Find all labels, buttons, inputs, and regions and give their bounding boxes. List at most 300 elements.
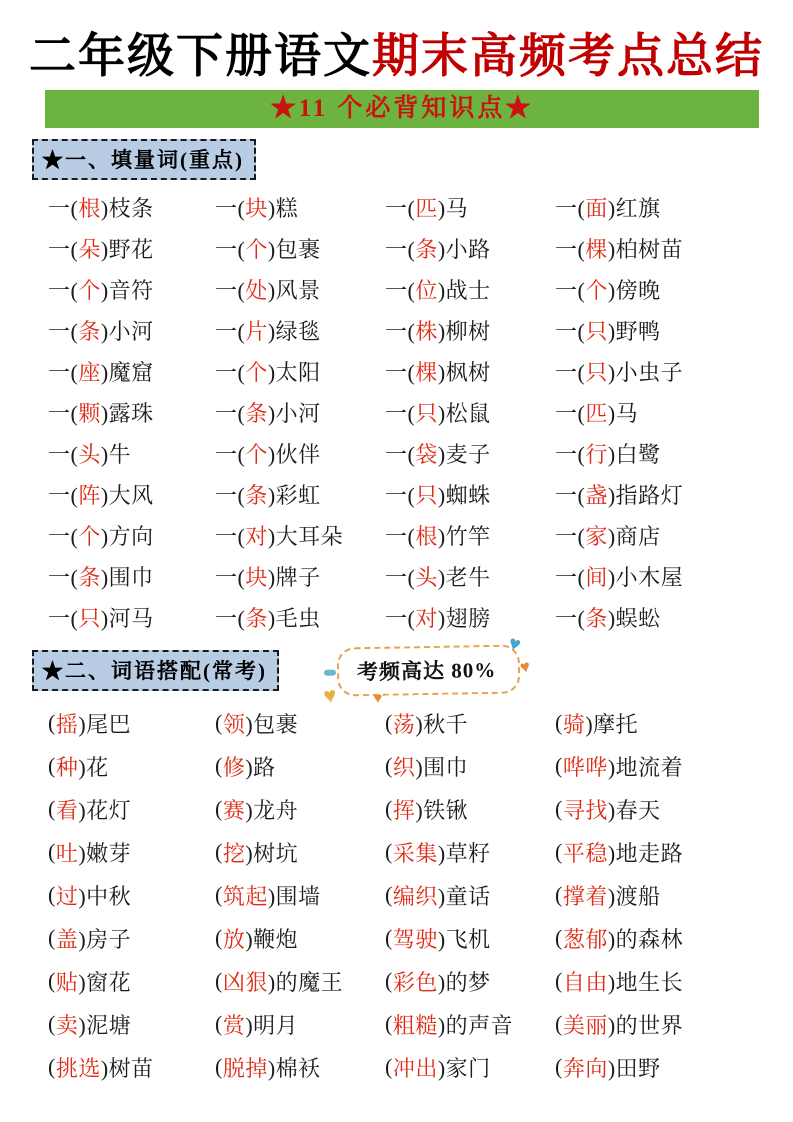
entry-text: )马: [607, 400, 639, 426]
entry-text: )野花: [100, 236, 154, 262]
entry-text: (: [385, 839, 393, 865]
entry-text: )毛虫: [267, 605, 321, 631]
word-entry: [385, 788, 555, 831]
entry-text: (: [48, 882, 56, 908]
entry-text: )的森林: [607, 926, 684, 952]
entry-answer: 挥: [392, 797, 416, 823]
entry-answer: 织: [392, 754, 416, 780]
entry-text: (: [385, 1011, 393, 1037]
word-entry: [385, 433, 555, 474]
word-entry: [48, 745, 215, 788]
entry-text: )包裹: [245, 711, 299, 737]
word-entry: [555, 433, 765, 474]
word-entry: [555, 556, 765, 597]
entry-answer: 粗糙: [392, 1012, 438, 1038]
entry-answer: 吐: [55, 840, 79, 866]
entry-text: )小河: [267, 400, 321, 426]
entry-text: )春天: [607, 797, 661, 823]
entry-text: )泥塘: [78, 1012, 132, 1038]
entry-text: )大耳朵: [267, 523, 344, 549]
entry-text: 一(: [385, 523, 416, 549]
entry-text: )傍晚: [607, 277, 661, 303]
entry-answer: 卖: [55, 1012, 79, 1038]
entry-text: )地流着: [607, 754, 684, 780]
entry-answer: 根: [415, 523, 438, 549]
entry-text: )围巾: [415, 754, 469, 780]
entry-answer: 阵: [78, 482, 101, 508]
section1-grid: [48, 187, 765, 638]
entry-answer: 凶狠: [222, 969, 268, 995]
entry-answer: 棵: [585, 236, 608, 262]
entry-text: )的梦: [437, 969, 491, 995]
entry-text: 一(: [385, 400, 416, 426]
entry-text: 一(: [48, 605, 79, 631]
entry-text: (: [555, 1054, 563, 1080]
heart-icon: ♥: [321, 681, 340, 709]
entry-text: )商店: [607, 523, 661, 549]
word-entry: [215, 1003, 385, 1046]
entry-text: )围巾: [100, 564, 154, 590]
entry-answer: 哗哗: [562, 754, 608, 780]
entry-text: )翅膀: [437, 605, 491, 631]
word-entry: [385, 1046, 555, 1089]
word-entry: [385, 269, 555, 310]
entry-text: )指路灯: [607, 482, 684, 508]
entry-text: 一(: [555, 605, 586, 631]
entry-text: )糕: [267, 195, 299, 221]
entry-text: )绿毯: [267, 318, 321, 344]
entry-answer: 朵: [78, 236, 101, 262]
word-entry: [555, 597, 765, 638]
entry-text: )小虫子: [607, 359, 684, 385]
entry-text: )大风: [100, 482, 154, 508]
entry-text: (: [385, 753, 393, 779]
entry-text: 一(: [48, 441, 79, 467]
entry-text: )风景: [267, 277, 321, 303]
entry-text: 一(: [48, 277, 79, 303]
page-title-red: 期末高频考点总结: [372, 31, 764, 83]
entry-text: )牛: [100, 441, 132, 467]
entry-text: (: [48, 710, 56, 736]
entry-answer: 对: [415, 605, 438, 631]
word-entry: [555, 1003, 765, 1046]
word-entry: [555, 392, 765, 433]
entry-text: )棉袄: [267, 1055, 321, 1081]
entry-text: )飞机: [437, 926, 491, 952]
entry-text: (: [215, 710, 223, 736]
entry-answer: 只: [415, 400, 438, 426]
entry-answer: 条: [245, 605, 268, 631]
entry-answer: 条: [585, 605, 608, 631]
entry-answer: 美丽: [562, 1012, 608, 1038]
entry-text: 一(: [48, 482, 79, 508]
entry-answer: 条: [245, 400, 268, 426]
entry-text: )花: [78, 754, 109, 780]
entry-text: (: [555, 796, 563, 822]
word-entry: [555, 874, 765, 917]
entry-answer: 条: [245, 482, 268, 508]
word-entry: [48, 351, 215, 392]
entry-text: 一(: [48, 359, 79, 385]
word-entry: [48, 788, 215, 831]
heart-icon: ♥: [518, 656, 534, 678]
word-entry: [555, 788, 765, 831]
entry-answer: 奔向: [562, 1055, 608, 1081]
entry-text: (: [555, 839, 563, 865]
word-entry: [215, 474, 385, 515]
entry-text: )音符: [100, 277, 154, 303]
entry-answer: 袋: [415, 441, 438, 467]
heart-icon: ♥: [373, 690, 384, 708]
entry-text: )彩虹: [267, 482, 321, 508]
entry-answer: 看: [55, 797, 79, 823]
word-entry: [385, 515, 555, 556]
entry-text: (: [215, 796, 223, 822]
entry-text: )红旗: [607, 195, 661, 221]
entry-text: )的声音: [437, 1012, 514, 1038]
entry-answer: 修: [222, 754, 246, 780]
word-entry: [48, 960, 215, 1003]
entry-text: )包裹: [267, 236, 321, 262]
knowledge-points-banner: ★11 个必背知识点★: [45, 90, 759, 128]
section2-header-row: [32, 632, 793, 709]
word-entry: [385, 874, 555, 917]
entry-answer: 匹: [415, 195, 438, 221]
entry-text: )柏树苗: [607, 236, 684, 262]
entry-answer: 摇: [55, 711, 79, 737]
entry-answer: 根: [78, 195, 101, 221]
page-title: [0, 32, 793, 84]
word-entry: [555, 702, 765, 745]
entry-text: )伙伴: [267, 441, 321, 467]
entry-text: 一(: [215, 359, 246, 385]
entry-text: 一(: [215, 236, 246, 262]
entry-answer: 只: [585, 359, 608, 385]
entry-answer: 盖: [55, 926, 79, 952]
entry-text: )松鼠: [437, 400, 491, 426]
entry-text: (: [555, 753, 563, 779]
entry-text: (: [555, 710, 563, 736]
word-entry: [48, 1003, 215, 1046]
entry-answer: 放: [222, 926, 246, 952]
entry-text: 一(: [555, 236, 586, 262]
entry-text: 一(: [215, 318, 246, 344]
entry-text: )河马: [100, 605, 154, 631]
entry-text: 一(: [555, 318, 586, 344]
entry-answer: 个: [245, 441, 268, 467]
entry-text: 一(: [215, 605, 246, 631]
entry-text: )路: [245, 754, 276, 780]
word-entry: [385, 702, 555, 745]
word-entry: [48, 597, 215, 638]
entry-text: )的魔王: [267, 969, 344, 995]
entry-answer: 赛: [222, 797, 246, 823]
entry-answer: 葱郁: [562, 926, 608, 952]
entry-answer: 彩色: [392, 969, 438, 995]
word-entry: [215, 556, 385, 597]
entry-text: 一(: [215, 195, 246, 221]
word-entry: [48, 874, 215, 917]
entry-answer: 个: [245, 359, 268, 385]
entry-text: 一(: [48, 195, 79, 221]
entry-answer: 挖: [222, 840, 246, 866]
entry-answer: 只: [415, 482, 438, 508]
heart-icon: ♥: [505, 632, 525, 658]
entry-text: 一(: [555, 564, 586, 590]
word-entry: [48, 310, 215, 351]
entry-text: 一(: [215, 482, 246, 508]
word-entry: [385, 187, 555, 228]
word-entry: [215, 917, 385, 960]
word-entry: [385, 556, 555, 597]
entry-text: 一(: [215, 523, 246, 549]
entry-text: )蜘蛛: [437, 482, 491, 508]
entry-text: 一(: [215, 564, 246, 590]
entry-text: )龙舟: [245, 797, 299, 823]
entry-text: 一(: [385, 318, 416, 344]
word-entry: [48, 917, 215, 960]
entry-text: (: [385, 925, 393, 951]
word-entry: [385, 351, 555, 392]
entry-text: (: [48, 1054, 56, 1080]
entry-text: (: [48, 1011, 56, 1037]
word-entry: [385, 831, 555, 874]
entry-text: (: [48, 925, 56, 951]
entry-text: )牌子: [267, 564, 321, 590]
word-entry: [48, 474, 215, 515]
entry-text: )尾巴: [78, 711, 132, 737]
entry-answer: 条: [415, 236, 438, 262]
entry-text: )家门: [437, 1055, 491, 1081]
word-entry: [555, 474, 765, 515]
entry-text: )露珠: [100, 400, 154, 426]
word-entry: [215, 597, 385, 638]
word-entry: [385, 745, 555, 788]
word-entry: [555, 515, 765, 556]
entry-answer: 采集: [392, 840, 438, 866]
word-entry: [48, 433, 215, 474]
entry-answer: 家: [585, 523, 608, 549]
entry-text: )魔窟: [100, 359, 154, 385]
entry-text: )花灯: [78, 797, 132, 823]
entry-answer: 位: [415, 277, 438, 303]
entry-text: (: [48, 968, 56, 994]
word-entry: [555, 960, 765, 1003]
entry-text: (: [385, 1054, 393, 1080]
word-entry: [555, 228, 765, 269]
entry-text: (: [555, 968, 563, 994]
word-entry: [215, 351, 385, 392]
word-entry: [215, 269, 385, 310]
word-entry: [385, 228, 555, 269]
entry-text: 一(: [215, 441, 246, 467]
entry-text: (: [215, 839, 223, 865]
word-entry: [215, 874, 385, 917]
entry-answer: 个: [585, 277, 608, 303]
worksheet-page: [0, 32, 793, 1122]
word-entry: [555, 310, 765, 351]
word-entry: [385, 310, 555, 351]
word-entry: [215, 702, 385, 745]
word-entry: [48, 187, 215, 228]
entry-answer: 平稳: [562, 840, 608, 866]
word-entry: [215, 515, 385, 556]
entry-text: (: [385, 710, 393, 736]
dash-decoration: [324, 670, 336, 676]
entry-text: )地走路: [607, 840, 684, 866]
entry-answer: 条: [78, 318, 101, 344]
entry-answer: 座: [78, 359, 101, 385]
entry-text: )童话: [437, 883, 491, 909]
frequency-badge-label: 考频高达 80%: [356, 658, 497, 685]
entry-text: (: [48, 753, 56, 779]
entry-text: (: [555, 925, 563, 951]
entry-text: 一(: [555, 523, 586, 549]
word-entry: [555, 917, 765, 960]
word-entry: [48, 556, 215, 597]
entry-text: 一(: [555, 359, 586, 385]
entry-text: )中秋: [78, 883, 132, 909]
entry-text: (: [215, 925, 223, 951]
entry-text: )围墙: [267, 883, 321, 909]
entry-text: )的世界: [607, 1012, 684, 1038]
entry-text: (: [555, 1011, 563, 1037]
entry-answer: 自由: [562, 969, 608, 995]
section2-grid: [48, 702, 765, 1089]
entry-answer: 筑起: [222, 883, 268, 909]
word-entry: [385, 392, 555, 433]
entry-text: )树坑: [245, 840, 299, 866]
entry-text: )房子: [78, 926, 132, 952]
entry-answer: 对: [245, 523, 268, 549]
entry-text: 一(: [385, 195, 416, 221]
word-entry: [215, 187, 385, 228]
entry-text: )太阳: [267, 359, 321, 385]
entry-text: )嫩芽: [78, 840, 132, 866]
entry-text: 一(: [555, 441, 586, 467]
entry-answer: 行: [585, 441, 608, 467]
word-entry: [385, 917, 555, 960]
entry-answer: 只: [78, 605, 101, 631]
entry-text: (: [555, 882, 563, 908]
entry-text: )铁锹: [415, 797, 469, 823]
entry-answer: 荡: [392, 711, 416, 737]
entry-text: 一(: [48, 564, 79, 590]
entry-text: 一(: [385, 564, 416, 590]
word-entry: [215, 745, 385, 788]
entry-text: 一(: [385, 359, 416, 385]
entry-answer: 面: [585, 195, 608, 221]
entry-answer: 块: [245, 195, 268, 221]
entry-text: )野鸭: [607, 318, 661, 344]
word-entry: [48, 228, 215, 269]
entry-text: 一(: [555, 400, 586, 426]
entry-answer: 个: [78, 277, 101, 303]
entry-text: 一(: [385, 605, 416, 631]
entry-answer: 块: [245, 564, 268, 590]
entry-answer: 贴: [55, 969, 79, 995]
word-entry: [215, 831, 385, 874]
entry-text: )柳树: [437, 318, 491, 344]
entry-text: (: [215, 1054, 223, 1080]
entry-text: )渡船: [607, 883, 661, 909]
entry-text: (: [215, 753, 223, 779]
entry-answer: 条: [78, 564, 101, 590]
entry-text: 一(: [385, 482, 416, 508]
entry-text: 一(: [48, 400, 79, 426]
entry-text: )秋千: [415, 711, 469, 737]
word-entry: [48, 269, 215, 310]
word-entry: [215, 310, 385, 351]
word-entry: [555, 745, 765, 788]
entry-text: 一(: [385, 236, 416, 262]
word-entry: [215, 960, 385, 1003]
entry-text: )草籽: [437, 840, 491, 866]
section2-heading: ★二、词语搭配(常考): [32, 650, 279, 691]
word-entry: [215, 788, 385, 831]
entry-text: )小河: [100, 318, 154, 344]
entry-text: )小路: [437, 236, 491, 262]
frequency-badge: [321, 632, 534, 709]
entry-answer: 片: [245, 318, 268, 344]
entry-text: )窗花: [78, 969, 132, 995]
word-entry: [555, 269, 765, 310]
entry-text: (: [215, 968, 223, 994]
entry-answer: 头: [78, 441, 101, 467]
entry-answer: 过: [55, 883, 79, 909]
entry-answer: 颗: [78, 400, 101, 426]
entry-text: 一(: [555, 277, 586, 303]
entry-text: (: [215, 1011, 223, 1037]
entry-text: )枫树: [437, 359, 491, 385]
entry-text: 一(: [48, 236, 79, 262]
entry-answer: 赏: [222, 1012, 246, 1038]
entry-text: )明月: [245, 1012, 299, 1038]
entry-answer: 个: [245, 236, 268, 262]
entry-answer: 匹: [585, 400, 608, 426]
entry-answer: 寻找: [562, 797, 608, 823]
entry-text: )摩托: [585, 711, 639, 737]
page-title-black: 二年级下册语文: [29, 31, 372, 83]
word-entry: [555, 1046, 765, 1089]
entry-answer: 头: [415, 564, 438, 590]
entry-text: )战士: [437, 277, 491, 303]
entry-text: 一(: [215, 277, 246, 303]
word-entry: [215, 433, 385, 474]
entry-text: (: [215, 882, 223, 908]
word-entry: [48, 702, 215, 745]
word-entry: [385, 960, 555, 1003]
entry-text: )枝条: [100, 195, 154, 221]
entry-answer: 处: [245, 277, 268, 303]
entry-text: )白鹭: [607, 441, 661, 467]
word-entry: [48, 831, 215, 874]
entry-text: 一(: [385, 277, 416, 303]
entry-text: )竹竿: [437, 523, 491, 549]
entry-text: 一(: [385, 441, 416, 467]
entry-text: 一(: [215, 400, 246, 426]
word-entry: [555, 831, 765, 874]
entry-text: )麦子: [437, 441, 491, 467]
word-entry: [48, 1046, 215, 1089]
word-entry: [385, 597, 555, 638]
word-entry: [215, 228, 385, 269]
entry-answer: 脱掉: [222, 1055, 268, 1081]
entry-text: 一(: [48, 523, 79, 549]
entry-text: )地生长: [607, 969, 684, 995]
entry-answer: 挑选: [55, 1055, 101, 1081]
word-entry: [48, 515, 215, 556]
